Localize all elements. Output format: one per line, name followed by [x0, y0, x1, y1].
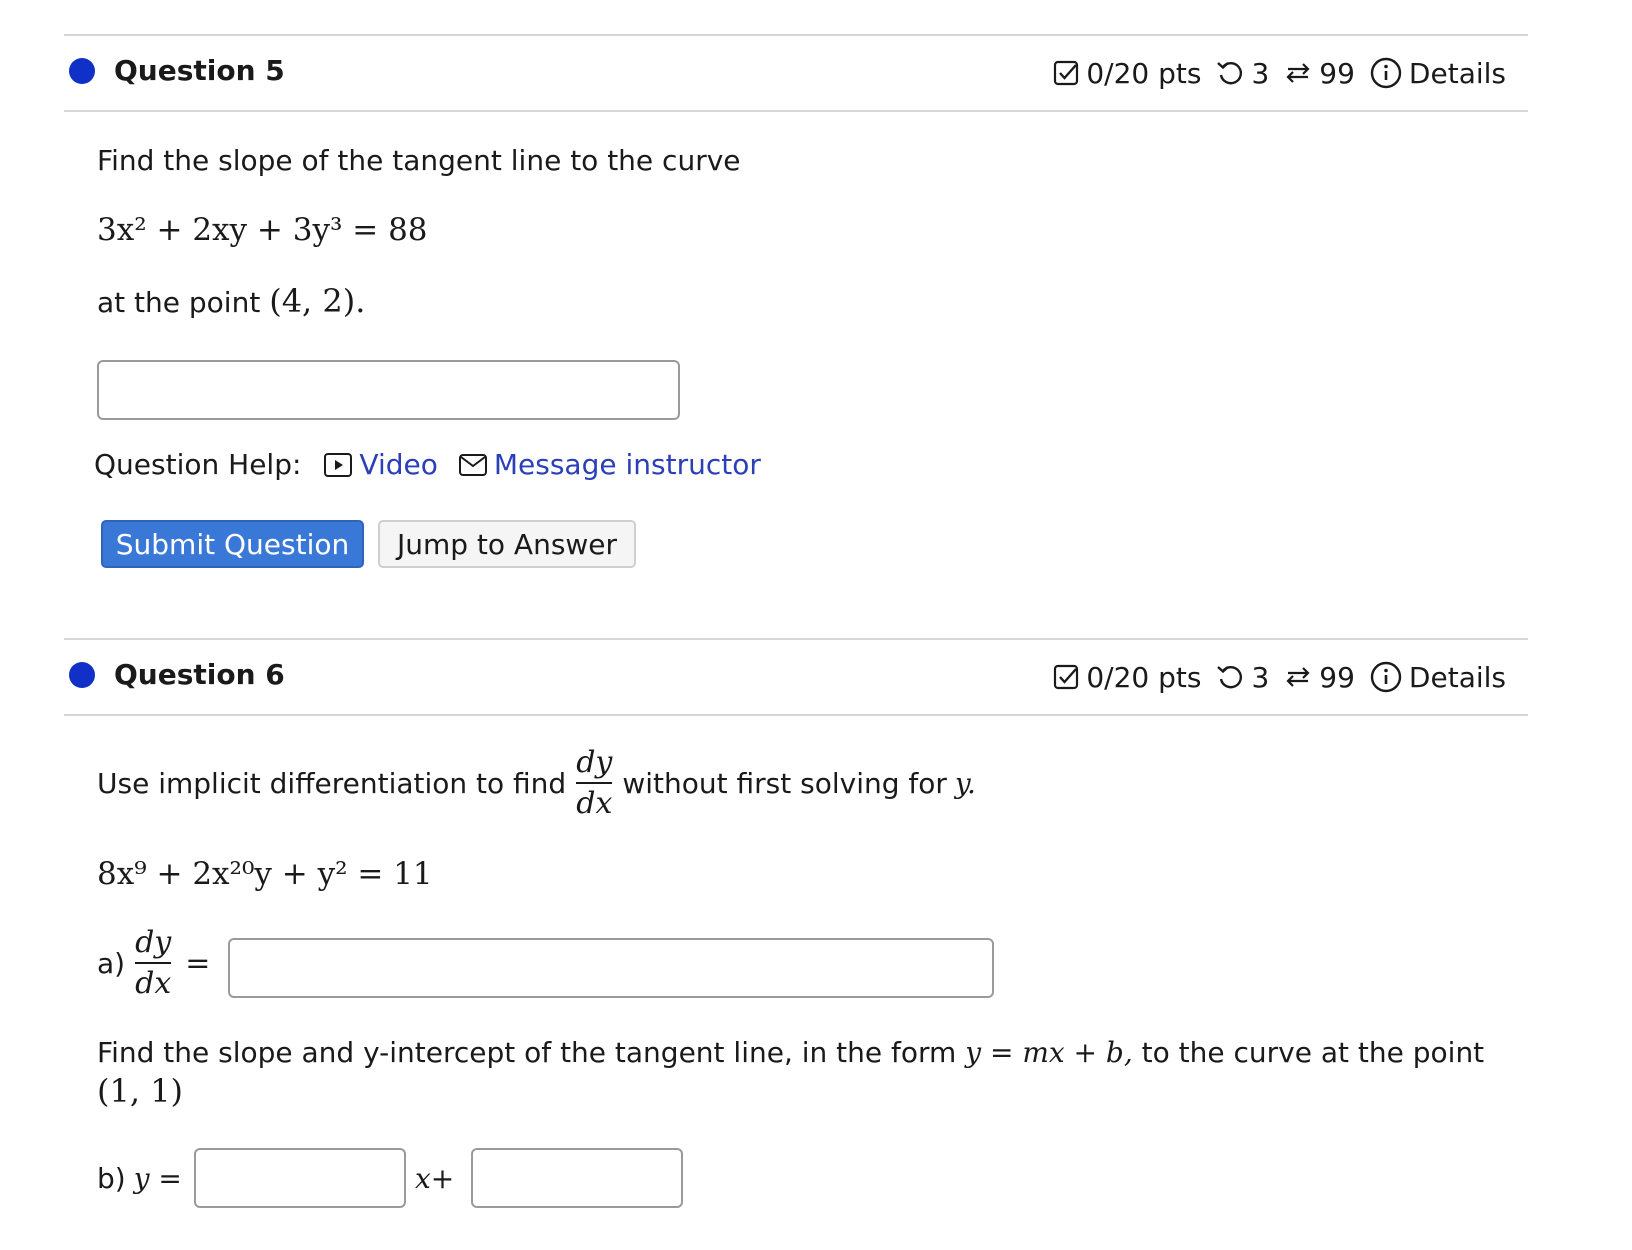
details-link[interactable]: Details	[1408, 56, 1506, 90]
jump-to-answer-button[interactable]: Jump to Answer	[378, 520, 636, 568]
question-title: Question 5	[114, 54, 285, 87]
points-text: 0/20 pts	[1086, 660, 1202, 694]
derivative-fraction	[576, 746, 612, 820]
slope-input[interactable]	[194, 1148, 406, 1208]
tangent-after: to the curve at the point	[1141, 1036, 1485, 1069]
part-a-label: a)	[97, 946, 126, 980]
retries-count: 99	[1319, 660, 1355, 694]
divider	[64, 110, 1528, 112]
tangent-text: Find the slope and y-intercept of the tangent line, in the form	[97, 1036, 957, 1069]
point-line	[97, 282, 365, 320]
tangent-point: (1, 1)	[97, 1072, 184, 1110]
question-prompt	[97, 746, 976, 820]
message-instructor-link[interactable]: Message instructor	[493, 448, 761, 481]
video-icon[interactable]	[323, 452, 353, 478]
x-plus: x+	[415, 1162, 455, 1195]
mail-icon[interactable]	[458, 453, 488, 477]
intercept-input[interactable]	[471, 1148, 683, 1208]
attempts-count: 3	[1251, 56, 1270, 90]
derivative-fraction	[135, 926, 171, 1000]
prompt-before: Use implicit differentiation to find	[97, 766, 567, 800]
prompt-after: without first solving for	[622, 766, 947, 800]
answer-input[interactable]	[97, 360, 680, 420]
attempts-icon	[1215, 662, 1245, 692]
status-dot	[69, 58, 95, 84]
question-6-header	[64, 638, 1528, 714]
frac-numerator: dy	[576, 745, 613, 780]
part-b	[97, 1162, 182, 1195]
checkbox-icon	[1052, 59, 1080, 87]
info-icon[interactable]	[1369, 56, 1403, 90]
tangent-form: y = mx + b,	[965, 1036, 1133, 1069]
frac-denominator: dx	[576, 786, 613, 821]
attempts-icon	[1215, 58, 1245, 88]
retries-count: 99	[1319, 56, 1355, 90]
divider	[64, 714, 1528, 716]
question-help	[94, 448, 761, 481]
status-dot	[69, 662, 95, 688]
equals-sign: =	[185, 945, 211, 981]
details-link[interactable]: Details	[1408, 660, 1506, 694]
question-meta	[1052, 56, 1506, 90]
equation: 8x⁹ + 2x²⁰y + y² = 11	[97, 856, 433, 892]
frac-numerator: dy	[135, 925, 172, 960]
point-prefix: at the point	[97, 286, 261, 319]
retry-icon	[1283, 662, 1313, 692]
points-text: 0/20 pts	[1086, 56, 1202, 90]
part-b-label: b)	[97, 1162, 126, 1195]
part-a	[97, 926, 210, 1000]
retry-icon	[1283, 58, 1313, 88]
derivative-input[interactable]	[228, 938, 994, 998]
video-link[interactable]: Video	[359, 448, 438, 481]
question-prompt: Find the slope of the tangent line to the curve	[97, 144, 741, 177]
point-value: (4, 2).	[269, 282, 366, 320]
equation: 3x² + 2xy + 3y³ = 88	[97, 212, 428, 248]
attempts-count: 3	[1251, 660, 1270, 694]
checkbox-icon	[1052, 663, 1080, 691]
frac-denominator: dx	[135, 966, 172, 1001]
question-meta	[1052, 660, 1506, 694]
part-b-lhs: y =	[133, 1162, 182, 1195]
question-title: Question 6	[114, 658, 285, 691]
prompt-var: y.	[954, 766, 976, 800]
help-label: Question Help:	[94, 448, 302, 481]
question-5-header	[64, 34, 1528, 110]
info-icon[interactable]	[1369, 660, 1403, 694]
submit-question-button[interactable]: Submit Question	[101, 520, 364, 568]
tangent-instructions	[97, 1036, 1484, 1069]
